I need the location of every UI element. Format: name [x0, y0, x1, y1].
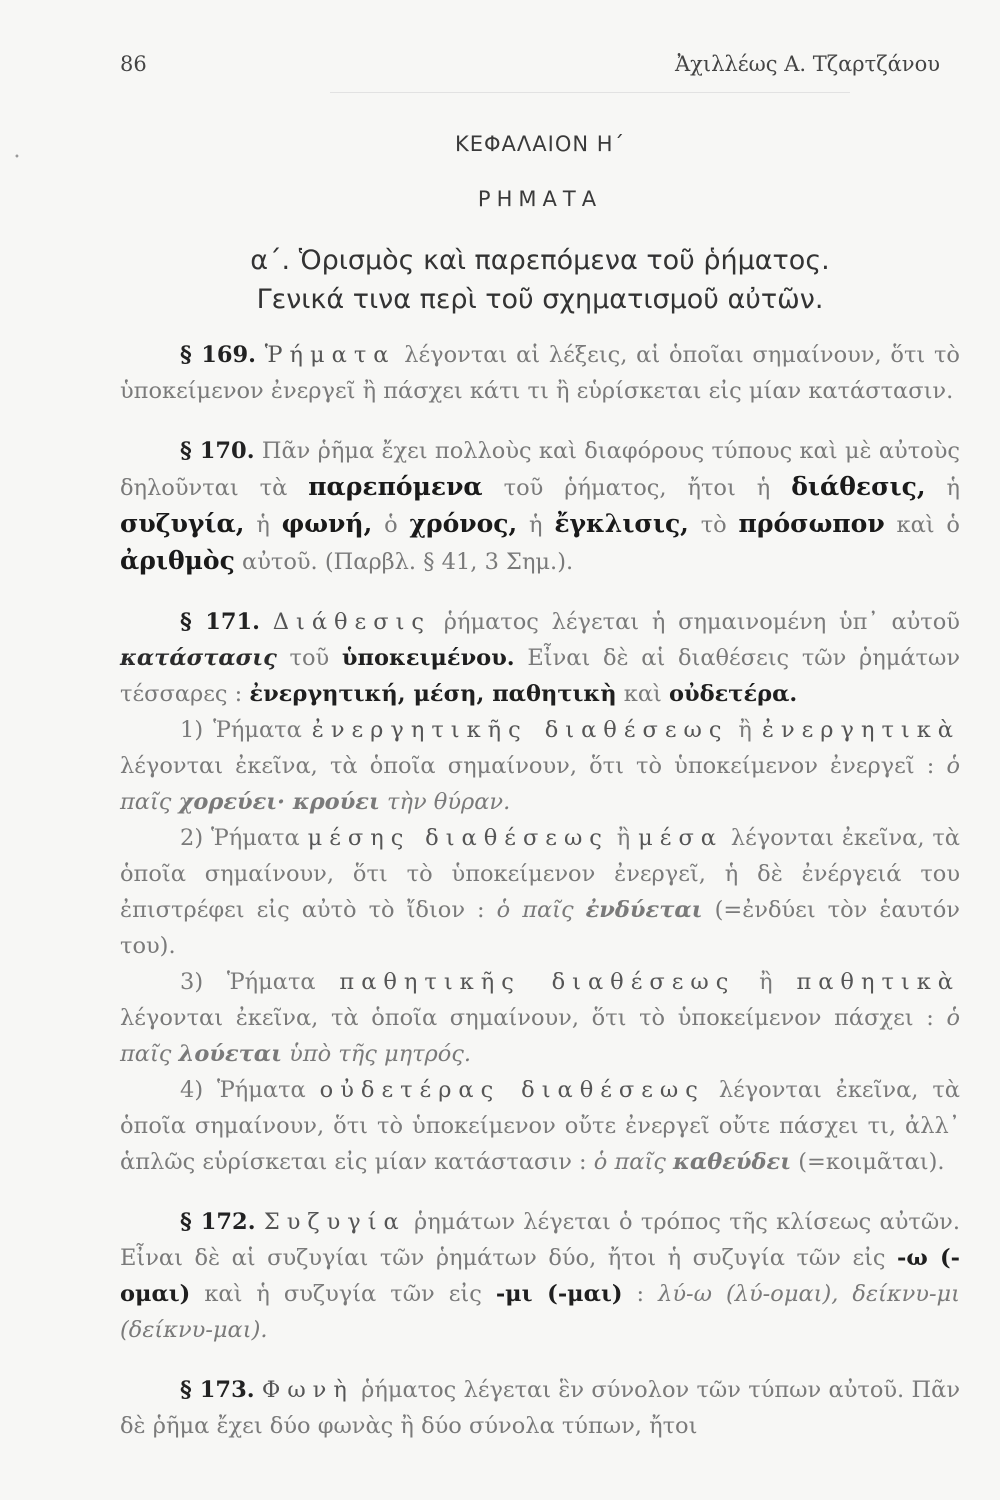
text: ἡ — [925, 475, 960, 501]
page-body — [120, 337, 960, 1444]
item-label: 2) Ῥήματα — [180, 825, 308, 851]
paragraph-171 — [120, 604, 960, 712]
bold-term: κατάστασις — [120, 645, 277, 671]
defined-term: μέσα — [638, 825, 724, 851]
text: ἡ — [244, 512, 282, 538]
example: λύ-ω (λύ-ομαι), δείκνυ-μι (δείκνυ-μαι). — [120, 1281, 960, 1343]
paragraph-172 — [120, 1204, 960, 1348]
item-label: 1) Ῥήματα — [180, 717, 312, 743]
text: (=κοιμᾶται). — [791, 1149, 945, 1175]
defined-term: οὐδετέρας διαθέσεως — [319, 1077, 705, 1103]
list-item-2 — [120, 820, 960, 964]
example: ὑπὸ τῆς μητρός. — [281, 1041, 472, 1067]
text: : — [622, 1281, 659, 1307]
defined-term: Διάθεσις — [272, 609, 431, 635]
paragraph-169 — [120, 337, 960, 409]
text: ἡ — [517, 512, 555, 538]
text: ἢ — [608, 825, 639, 851]
bold-term: ὑποκειμένου. — [341, 645, 515, 671]
defined-term: παθητικὰ — [796, 969, 960, 995]
example: ὁ παῖς — [593, 1149, 674, 1175]
chapter-heading: ΚΕΦΑΛΑΙΟΝ Η΄ — [454, 132, 626, 156]
defined-term: Ῥήματα — [264, 342, 396, 368]
page-number: 86 — [120, 52, 147, 76]
text: λέγονται ἐκεῖνα, τὰ ὁποῖα σημαίνουν, ὅτι τὸ ὑποκείμενον ἐνεργεῖ : — [120, 753, 947, 779]
example: ὁ παῖς — [120, 753, 960, 815]
defined-term: Συζυγία — [263, 1209, 406, 1235]
bold-term: ἀριθμὸς — [120, 546, 235, 575]
text: τοῦ ῥήματος, ἤτοι ἡ — [482, 475, 792, 501]
text: λέγονται ἐκεῖνα, τὰ ὁποῖα σημαίνουν, ὅτι τὸ ὑποκείμενον ἐνεργεῖ, ἡ δὲ ἐνέργειά του ἐπιστρέφει εἰς αὐτὸ τὸ ἴδιον : — [120, 825, 960, 923]
text: καὶ ὁ — [884, 512, 960, 538]
text: ἢ — [728, 717, 762, 743]
example-bold: καθεύδει — [673, 1149, 792, 1175]
bold-term: φωνή, — [281, 509, 373, 538]
paragraph-173 — [120, 1372, 960, 1444]
running-title: Ἀχιλλέως Α. Τζαρτζάνου — [675, 52, 940, 76]
defined-term: μέσης διαθέσεως — [307, 825, 609, 851]
paragraph-text: λέγονται αἱ λέξεις, αἱ ὁποῖαι σημαίνουν, ὅτι τὸ ὑποκείμενον ἐνεργεῖ ἢ πάσχει κάτι τι ἢ εὑρίσκεται εἰς μίαν κατάστασιν. — [120, 342, 960, 404]
text: (=ἐνδύει τὸν ἑαυτόν του). — [120, 897, 960, 959]
example-bold: λούεται — [178, 1041, 282, 1067]
defined-term: ἐνεργητικὰ — [761, 717, 960, 743]
item-label: 4) Ῥήματα — [180, 1077, 320, 1103]
bold-term: διάθεσις, — [791, 472, 926, 501]
bold-term: -ω (-ομαι) — [120, 1245, 960, 1307]
text: ὁ — [372, 512, 410, 538]
example: ὁ παῖς — [120, 1005, 960, 1067]
bold-term: χρόνος, — [409, 509, 518, 538]
text: ῥήματος λέγεται ἡ σημαινομένη ὑπ᾽ αὐτοῦ — [431, 609, 960, 635]
page-header — [120, 52, 940, 76]
section-subtitle-1: α΄. Ὁρισμὸς καὶ παρεπόμενα τοῦ ῥήματος. — [250, 245, 830, 276]
text: Εἶναι δὲ αἱ διαθέσεις τῶν ῥημάτων τέσσαρες : — [120, 645, 960, 707]
section-subtitle-2: Γενικά τινα περὶ τοῦ σχηματισμοῦ αὐτῶν. — [256, 284, 824, 315]
section-number: § 171. — [180, 609, 260, 635]
text: ῥήματος λέγεται ἓν σύνολον τῶν τύπων αὐτοῦ. Πᾶν δὲ ῥῆμα ἔχει δύο φωνὰς ἢ δύο σύνολα τύπων, ἤτοι — [120, 1377, 960, 1439]
section-number: § 169. — [180, 342, 257, 368]
defined-term: ἐνεργητικῆς διαθέσεως — [311, 717, 729, 743]
chapter-title: ΡΗΜΑΤΑ — [477, 187, 603, 211]
list-item-4 — [120, 1072, 960, 1180]
item-label: 3) Ῥήματα — [180, 969, 340, 995]
text: ῥημάτων λέγεται ὁ τρόπος τῆς κλίσεως αὐτῶν. Εἶναι δὲ αἱ συζυγίαι τῶν ῥημάτων δύο, ἤτοι ἡ συζυγία τῶν εἰς — [120, 1209, 960, 1271]
section-number: § 173. — [180, 1377, 255, 1403]
bold-term: συζυγία, — [120, 509, 245, 538]
text: αὐτοῦ. (Παρβλ. § 41, 3 Σημ.). — [234, 549, 574, 575]
text: καὶ — [616, 681, 669, 707]
example: τὴν θύραν. — [379, 789, 511, 815]
example-bold: ἐνδύεται — [585, 897, 703, 923]
example-bold: χορεύει· κρούει — [178, 789, 380, 815]
bold-term: -μι (-μαι) — [495, 1281, 623, 1307]
text: Πᾶν ῥῆμα ἔχει πολλοὺς καὶ διαφόρους τύπους καὶ μὲ αὐτοὺς δηλοῦνται τὰ — [120, 438, 960, 501]
bold-term: οὐδετέρα. — [669, 681, 798, 707]
paragraph-170 — [120, 433, 960, 580]
list-item-3 — [120, 964, 960, 1072]
text: καὶ ἡ συζυγία τῶν εἰς — [190, 1281, 496, 1307]
header-rule — [330, 92, 850, 93]
list-item-1 — [120, 712, 960, 820]
section-number: § 172. — [180, 1209, 256, 1235]
section-number: § 170. — [180, 438, 255, 464]
bold-term: παρεπόμενα — [308, 472, 483, 501]
bold-term: πρόσωπον — [738, 509, 885, 538]
text: τοῦ — [276, 645, 342, 671]
defined-term: Φωνὴ — [261, 1377, 354, 1403]
example: ὁ παῖς — [496, 897, 586, 923]
text: ἢ — [735, 969, 797, 995]
bold-term: ἔγκλισις, — [554, 509, 689, 538]
defined-term: παθητικῆς διαθέσεως — [339, 969, 736, 995]
text: τὸ — [688, 512, 739, 538]
bold-term: ἐνεργητική, μέση, παθητικὴ — [249, 681, 617, 707]
text: λέγονται ἐκεῖνα, τὰ ὁποῖα σημαίνουν, ὅτι τὸ ὑποκείμενον οὔτε ἐνεργεῖ οὔτε πάσχει τι, ἀλλ᾽ ἁπλῶς εὑρίσκεται εἰς μίαν κατάστασιν : — [120, 1077, 960, 1175]
text: λέγονται ἐκεῖνα, τὰ ὁποῖα σημαίνουν, ὅτι τὸ ὑποκείμενον πάσχει : — [120, 1005, 947, 1031]
margin-dot: • — [14, 152, 20, 163]
